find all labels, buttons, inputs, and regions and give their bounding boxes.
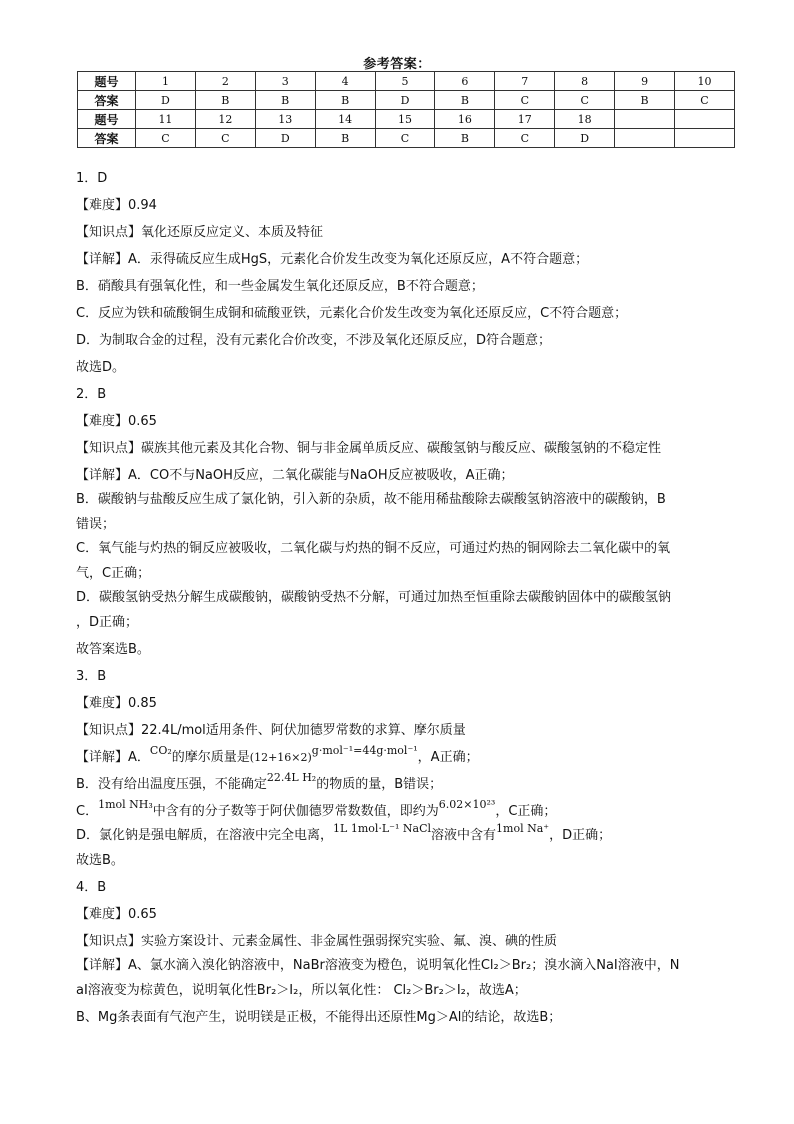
detail-line: D．为制取合金的过程，没有元素化合价改变，不涉及氧化还原反应，D符合题意；	[76, 333, 552, 348]
question-answer: 3．B	[76, 669, 107, 684]
question-number: 7	[495, 72, 555, 91]
answer-cell: B	[615, 91, 675, 110]
question-number: 12	[195, 110, 255, 129]
detail-text: ，C正确；	[495, 804, 557, 819]
detail-line-cont: aI溶液变为棕黄色，说明氧化性Br₂＞I₂，所以氧化性： Cl₂＞Br₂＞I₂，故选A；	[76, 983, 527, 998]
knowledge-points: 【知识点】实验方案设计、元素金属性、非金属性强弱探究实验、氟、溴、碘的性质	[76, 934, 558, 949]
detail-line	[76, 822, 736, 847]
detail-prefix: 【详解】A．	[76, 750, 150, 765]
answer-cell: C	[136, 129, 196, 148]
answer-cell: D	[255, 129, 315, 148]
detail-line: B．硝酸具有强氧化性，和一些金属发生氧化还原反应，B不符合题意；	[76, 279, 484, 294]
table-row	[78, 91, 735, 110]
answer-cell: B	[315, 129, 375, 148]
solutions-body	[76, 165, 736, 1031]
detail-text: 的摩尔质量是	[171, 750, 250, 765]
formula: g·mol⁻¹	[311, 744, 354, 757]
knowledge-points: 【知识点】碳族其他元素及其化合物、铜与非金属单质反应、碳酸氢钠与酸反应、碳酸氢钠的不稳定性	[76, 441, 662, 456]
detail-line-cont: 气，C正确；	[76, 566, 151, 581]
question-number: 16	[435, 110, 495, 129]
answer-cell: C	[495, 91, 555, 110]
question-number: 10	[675, 72, 735, 91]
detail-line: B、Mg条表面有气泡产生，说明镁是正极，不能得出还原性Mg＞Al的结论，故选B；	[76, 1010, 562, 1025]
detail-line: C．氧气能与灼热的铜反应被吸收，二氧化碳与灼热的铜不反应，可通过灼热的铜网除去二氧化碳中的氧	[76, 541, 671, 556]
table-row	[78, 110, 735, 129]
detail-text: ，A正确；	[417, 750, 479, 765]
question-number: 2	[195, 72, 255, 91]
question-number: 5	[375, 72, 435, 91]
question-number: 13	[255, 110, 315, 129]
answer-cell: C	[495, 129, 555, 148]
question-number: 15	[375, 110, 435, 129]
question-number: 17	[495, 110, 555, 129]
page-title: 参考答案：	[363, 57, 431, 72]
formula: 6.02×10²³	[438, 798, 496, 811]
formula: 1L 1mol·L⁻¹ NaCl	[333, 822, 432, 835]
detail-line: 【详解】A．汞得硫反应生成HgS，元素化合价发生改变为氧化还原反应，A不符合题意；	[76, 252, 589, 267]
question-number: 18	[555, 110, 615, 129]
answer-cell	[615, 129, 675, 148]
row-label: 答案	[78, 129, 136, 148]
detail-prefix: C．	[76, 804, 99, 819]
question-number: 14	[315, 110, 375, 129]
detail-line: 【详解】A、氯水滴入溴化钠溶液中，NaBr溶液变为橙色，说明氧化性Cl₂＞Br₂；溴水滴入NaI溶液中，N	[76, 958, 680, 973]
row-label: 答案	[78, 91, 136, 110]
detail-line	[76, 798, 736, 825]
knowledge-points: 【知识点】22.4L/mol适用条件、阿伏加德罗常数的求算、摩尔质量	[76, 723, 466, 738]
question-number	[675, 110, 735, 129]
formula: 1mol NH₃	[98, 798, 153, 811]
detail-line: C．反应为铁和硫酸铜生成铜和硫酸亚铁，元素化合价发生改变为氧化还原反应，C不符合题意；	[76, 306, 628, 321]
formula: CO₂	[149, 744, 172, 757]
detail-line: 【详解】A．CO不与NaOH反应，二氧化碳能与NaOH反应被吸收，A正确；	[76, 468, 514, 483]
answer-cell: C	[375, 129, 435, 148]
conclusion: 故选D。	[76, 360, 126, 375]
row-label: 题号	[78, 110, 136, 129]
difficulty: 【难度】0.85	[76, 696, 157, 711]
answer-cell: D	[375, 91, 435, 110]
answer-cell: C	[675, 91, 735, 110]
question-number: 1	[136, 72, 196, 91]
detail-text: ，D正确；	[549, 828, 612, 843]
answer-cell: D	[555, 129, 615, 148]
question-number: 3	[255, 72, 315, 91]
detail-line	[76, 744, 736, 771]
detail-text: 的物质的量，B错误；	[316, 777, 443, 792]
answer-cell: B	[195, 91, 255, 110]
detail-line: B．碳酸钠与盐酸反应生成了氯化钠，引入新的杂质，故不能用稀盐酸除去碳酸氢钠溶液中的碳酸钠，B	[76, 492, 666, 507]
difficulty: 【难度】0.94	[76, 198, 157, 213]
answer-cell: B	[315, 91, 375, 110]
question-number: 4	[315, 72, 375, 91]
question-number: 6	[435, 72, 495, 91]
answer-cell	[675, 129, 735, 148]
answer-cell: B	[255, 91, 315, 110]
knowledge-points: 【知识点】氧化还原反应定义、本质及特征	[76, 225, 324, 240]
answer-key-table	[77, 71, 735, 148]
formula: (12+16×2)	[249, 751, 312, 764]
answer-cell: C	[555, 91, 615, 110]
detail-line-cont: 错误；	[76, 517, 116, 532]
conclusion: 故选B。	[76, 853, 124, 868]
question-answer: 2．B	[76, 387, 107, 402]
table-row	[78, 72, 735, 91]
detail-text: 中含有的分子数等于阿伏伽德罗常数数值，即约为	[152, 804, 439, 819]
detail-text: B．没有给出温度压强，不能确定	[76, 777, 267, 792]
question-answer: 4．B	[76, 880, 107, 895]
conclusion: 故答案选B。	[76, 642, 150, 657]
question-number: 11	[136, 110, 196, 129]
formula: 1mol Na⁺	[496, 822, 550, 835]
answer-cell: D	[136, 91, 196, 110]
answer-cell: B	[435, 91, 495, 110]
answer-cell: B	[435, 129, 495, 148]
detail-line: D．碳酸氢钠受热分解生成碳酸钠，碳酸钠受热不分解，可通过加热至恒重除去碳酸钠固体中的碳酸氢钠	[76, 590, 672, 605]
difficulty: 【难度】0.65	[76, 414, 157, 429]
row-label: 题号	[78, 72, 136, 91]
detail-text: 溶液中含有	[431, 828, 497, 843]
formula: =44g·mol⁻¹	[353, 744, 418, 757]
question-number: 9	[615, 72, 675, 91]
detail-line	[76, 771, 736, 798]
table-row	[78, 129, 735, 148]
question-number: 8	[555, 72, 615, 91]
detail-line-cont: ，D正确；	[76, 615, 139, 630]
difficulty: 【难度】0.65	[76, 907, 157, 922]
question-answer: 1．D	[76, 171, 108, 186]
question-number	[615, 110, 675, 129]
detail-text: D．氯化钠是强电解质，在溶液中完全电离，	[76, 828, 334, 843]
answer-cell: C	[195, 129, 255, 148]
formula: 22.4L H₂	[266, 771, 317, 784]
